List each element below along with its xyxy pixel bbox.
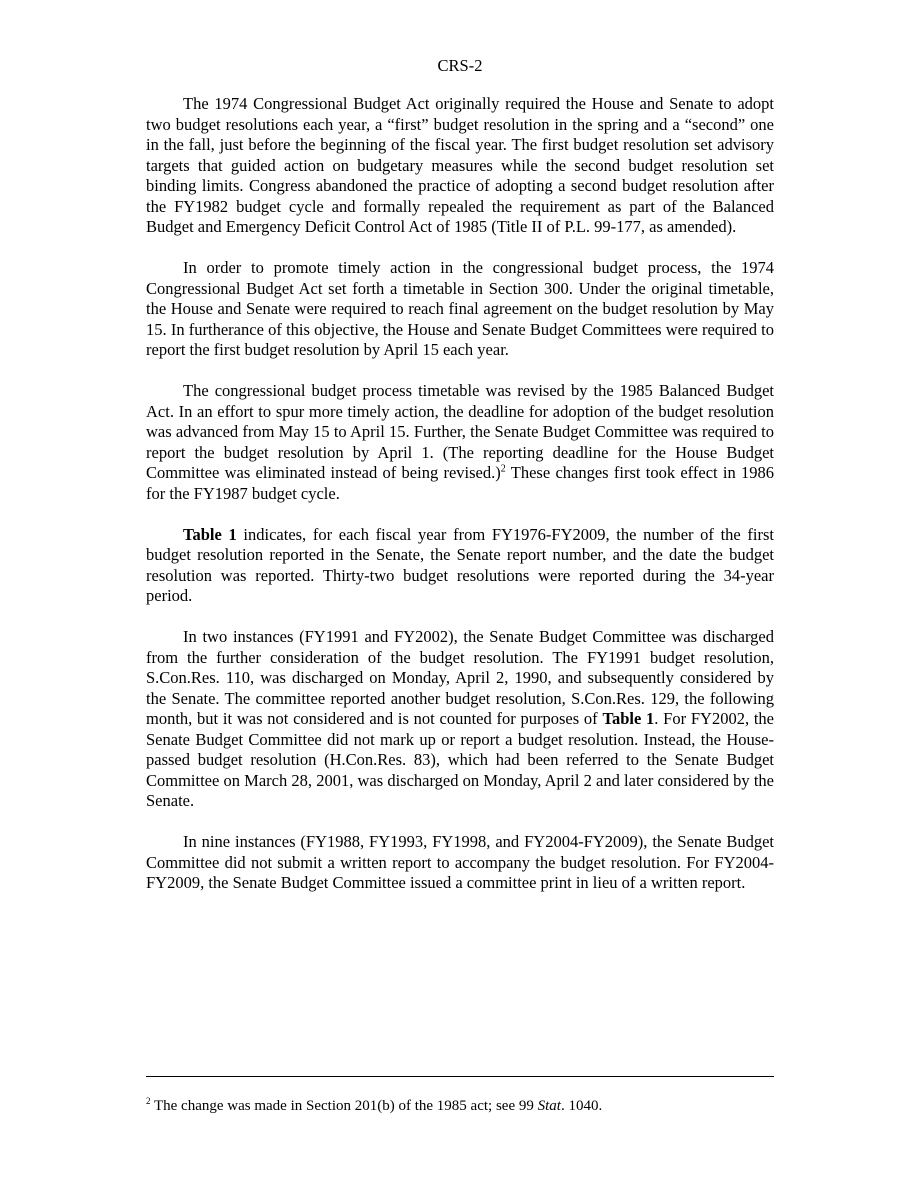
paragraph-2-text: In order to promote timely action in the congressional budget process, the 1974 Congressional Budget Act set forth a timetable in Section 300. Under the original timetable, the House and Senate were required to reach final agreement on the budget resolution by May 15. In furtherance of this objective, the House and Senate Budget Committees were required to report the first budget resolution by April 15 each year. [146,258,774,359]
footnote-divider [146,1076,774,1077]
page-number-label: CRS-2 [437,56,483,75]
footnote-text: The change was made in Section 201(b) of the 1985 act; see 99 [150,1098,538,1114]
paragraph-3 [146,381,774,504]
footnote [146,1097,774,1116]
paragraph-6 [146,832,774,894]
footnote-text-end: . 1040. [560,1098,603,1114]
footnote-italic: Stat [537,1098,561,1114]
paragraph-1-text: The 1974 Congressional Budget Act originally required the House and Senate to adopt two budget resolutions each year, a “first” budget resolution in the spring and a “second” one in the fall, just before the beginning of the fiscal year. The first budget resolution set advisory targets that guided action on budgetary measures while the second budget resolution set binding limits. Congress abandoned the practice of adopting a second budget resolution after the FY1982 budget cycle and formally repealed the requirement as part of the Balanced Budget and Emergency Deficit Control Act of 1985 (Title II of P.L. 99-177, as amended). [146,94,774,236]
paragraph-5-text: In two instances (FY1991 and FY2002), the Senate Budget Committee was discharged from the further consideration of the budget resolution. The FY1991 budget resolution, S.Con.Res. 110, was discharged on Monday, April 2, 1990, and subsequently considered by the Senate. The committee reported another budget resolution, S.Con.Res. 129, the following month, but it was not considered and is not counted for purposes of [146,627,774,728]
table-reference: Table 1 [183,524,237,544]
paragraph-5 [146,627,774,812]
paragraph-5-end: . For FY2002, the Senate Budget Committee did not mark up or report a budget resolution. Instead, the House-passed budget resolution (H.Con.Res. 83), which had been referred to the Senate Budget Committee on March 28, 2001, was discharged on Monday, April 2 and later considered by the Senate. [146,709,775,810]
page-header [0,56,920,76]
paragraph-4-text: indicates, for each fiscal year from FY1976-FY2009, the number of the first budget resolution reported in the Senate, the Senate report number, and the date the budget resolution was reported. Thirty-two budget resolutions were reported during the 34-year period. [146,524,774,605]
table-reference: Table 1 [602,709,655,728]
paragraph-4 [146,525,774,607]
paragraph-3-text: The congressional budget process timetable was revised by the 1985 Balanced Budget Act. In an effort to spur more timely action, the deadline for adoption of the budget resolution was advanced from May 15 to April 15. Further, the Senate Budget Committee was required to report the budget resolution by April 1. (The reporting deadline for the House Budget Committee was eliminated instead of being revised.) [146,381,774,482]
paragraph-6-text: In nine instances (FY1988, FY1993, FY1998, and FY2004-FY2009), the Senate Budget Committee did not submit a written report to accompany the budget resolution. For FY2004-FY2009, the Senate Budget Committee issued a committee print in lieu of a written report. [146,832,774,892]
footnote-number: 2 [146,1096,151,1106]
paragraph-1 [146,94,774,238]
body-text [146,94,774,914]
paragraph-2 [146,258,774,361]
footnote-reference: 2 [500,463,506,475]
paragraph-3-end: These changes first took effect in 1986 for the FY1987 budget cycle. [146,463,775,503]
